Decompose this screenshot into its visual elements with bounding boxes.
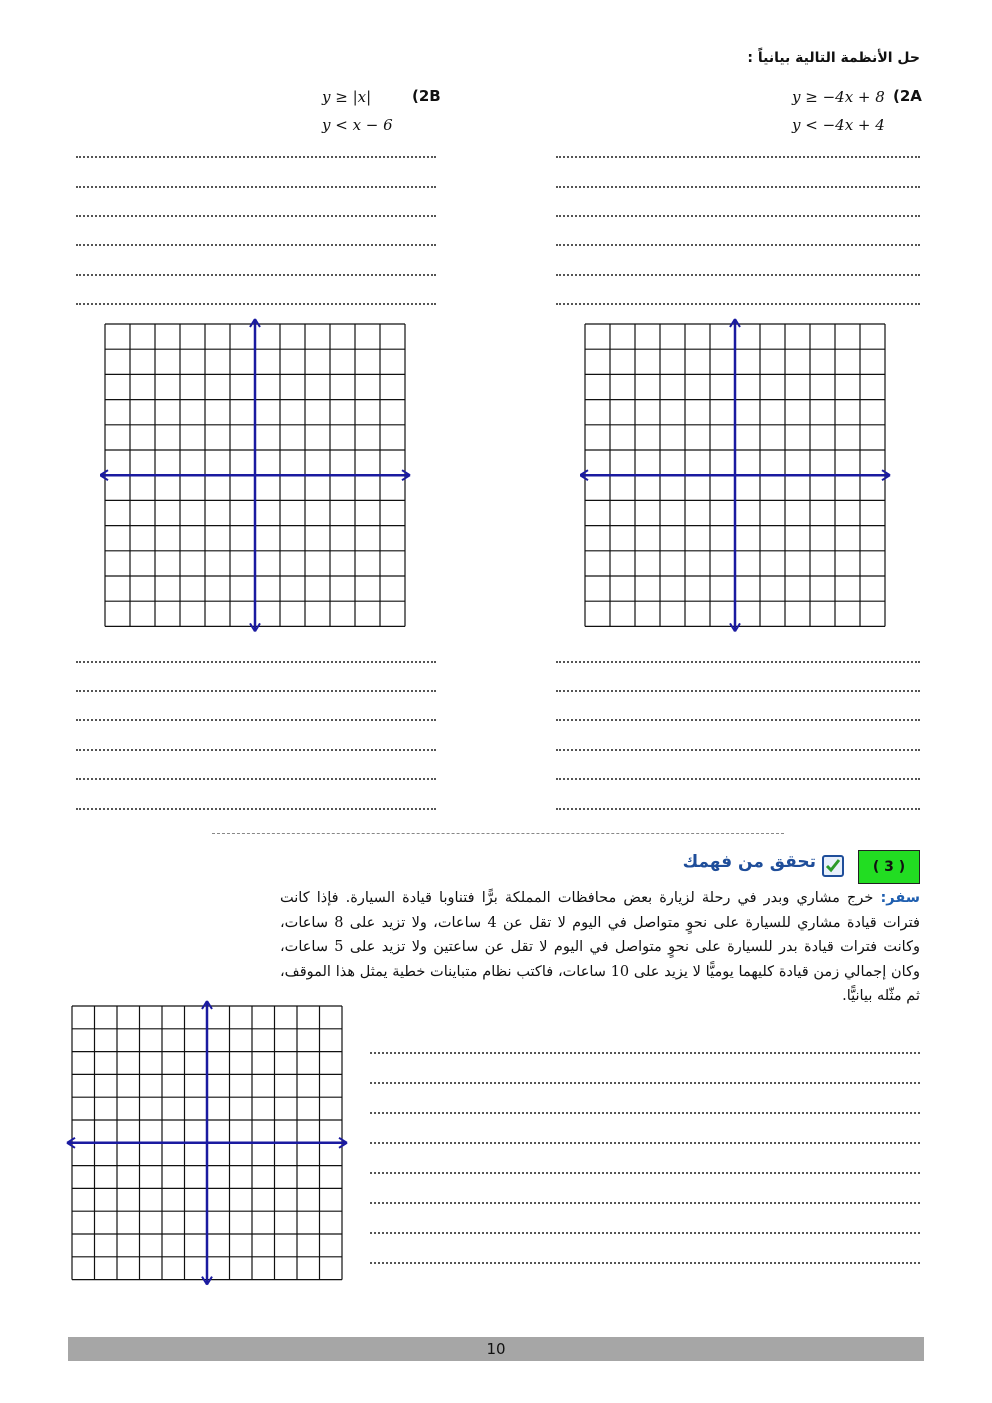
answer-line[interactable] <box>556 156 920 158</box>
answer-line[interactable] <box>556 244 920 246</box>
check-understanding-title: تحقق من فهمك <box>682 852 816 872</box>
answer-line[interactable] <box>76 156 436 158</box>
problem-2a-ineq2: y < −4x + 4 <box>792 116 885 134</box>
problem-paragraph <box>280 886 920 1009</box>
answer-line[interactable] <box>556 186 920 188</box>
answer-line[interactable] <box>370 1262 920 1264</box>
answer-line[interactable] <box>76 749 436 751</box>
grid-2a <box>580 319 890 631</box>
graph-3[interactable] <box>66 998 348 1286</box>
answer-line[interactable] <box>370 1172 920 1174</box>
page-footer <box>68 1337 924 1361</box>
page-number: 10 <box>486 1340 506 1358</box>
answer-line[interactable] <box>76 274 436 276</box>
instruction-title: حل الأنظمة التالية بيانياً : <box>747 50 920 66</box>
graph-2b[interactable] <box>100 318 412 634</box>
answer-line[interactable] <box>370 1142 920 1144</box>
keyword-travel: سفر: <box>880 890 921 906</box>
problem-2b-ineq2: y < x − 6 <box>322 116 393 134</box>
answer-line[interactable] <box>556 719 920 721</box>
answer-line[interactable] <box>556 215 920 217</box>
answer-line[interactable] <box>76 303 436 305</box>
answer-line[interactable] <box>76 808 436 810</box>
answer-line[interactable] <box>556 808 920 810</box>
section-divider <box>212 833 784 834</box>
grid-2b <box>100 319 410 631</box>
problem-2a-label: (2A <box>893 87 922 105</box>
problem-2b-ineq1: y ≥ |x| <box>322 88 372 106</box>
answer-line[interactable] <box>76 186 436 188</box>
answer-line[interactable] <box>556 690 920 692</box>
graph-2a[interactable] <box>580 318 892 634</box>
answer-line[interactable] <box>556 661 920 663</box>
answer-line[interactable] <box>556 778 920 780</box>
exercise-badge: ( 3 ) <box>858 850 920 884</box>
problem-text: خرج مشاري وبدر في رحلة لزيارة بعض محافظات المملكة برًّا فتناوبا قيادة السيارة. فإذا كانت فترات قيادة مشاري للسيارة على نحوٍ متواصل في اليوم لا تقل عن 4 ساعات، ولا تزيد على 8 ساعات، وكانت فترات قيادة بدر للسيارة على نحوٍ متواصل في اليوم لا تقل عن ساعتين ولا تزيد على 5 ساعات، وكان إجمالي زمن قيادة كليهما يوميًّا لا يزيد على 10 ساعات، فاكتب نظام متباينات خطية يمثل هذا الموقف، ثم مثّله بيانيًّا. <box>280 890 920 1004</box>
answer-line[interactable] <box>76 778 436 780</box>
answer-line[interactable] <box>556 749 920 751</box>
problem-2a-ineq1: y ≥ −4x + 8 <box>792 88 885 106</box>
problem-2b-label: (2B <box>412 87 441 105</box>
check-icon <box>822 855 844 877</box>
answer-line[interactable] <box>370 1112 920 1114</box>
answer-line[interactable] <box>370 1052 920 1054</box>
answer-line[interactable] <box>556 274 920 276</box>
grid-3 <box>67 1001 347 1285</box>
answer-line[interactable] <box>556 303 920 305</box>
answer-line[interactable] <box>76 719 436 721</box>
answer-line[interactable] <box>370 1082 920 1084</box>
answer-line[interactable] <box>370 1202 920 1204</box>
answer-line[interactable] <box>76 690 436 692</box>
answer-line[interactable] <box>76 661 436 663</box>
answer-line[interactable] <box>76 244 436 246</box>
answer-line[interactable] <box>76 215 436 217</box>
answer-line[interactable] <box>370 1232 920 1234</box>
